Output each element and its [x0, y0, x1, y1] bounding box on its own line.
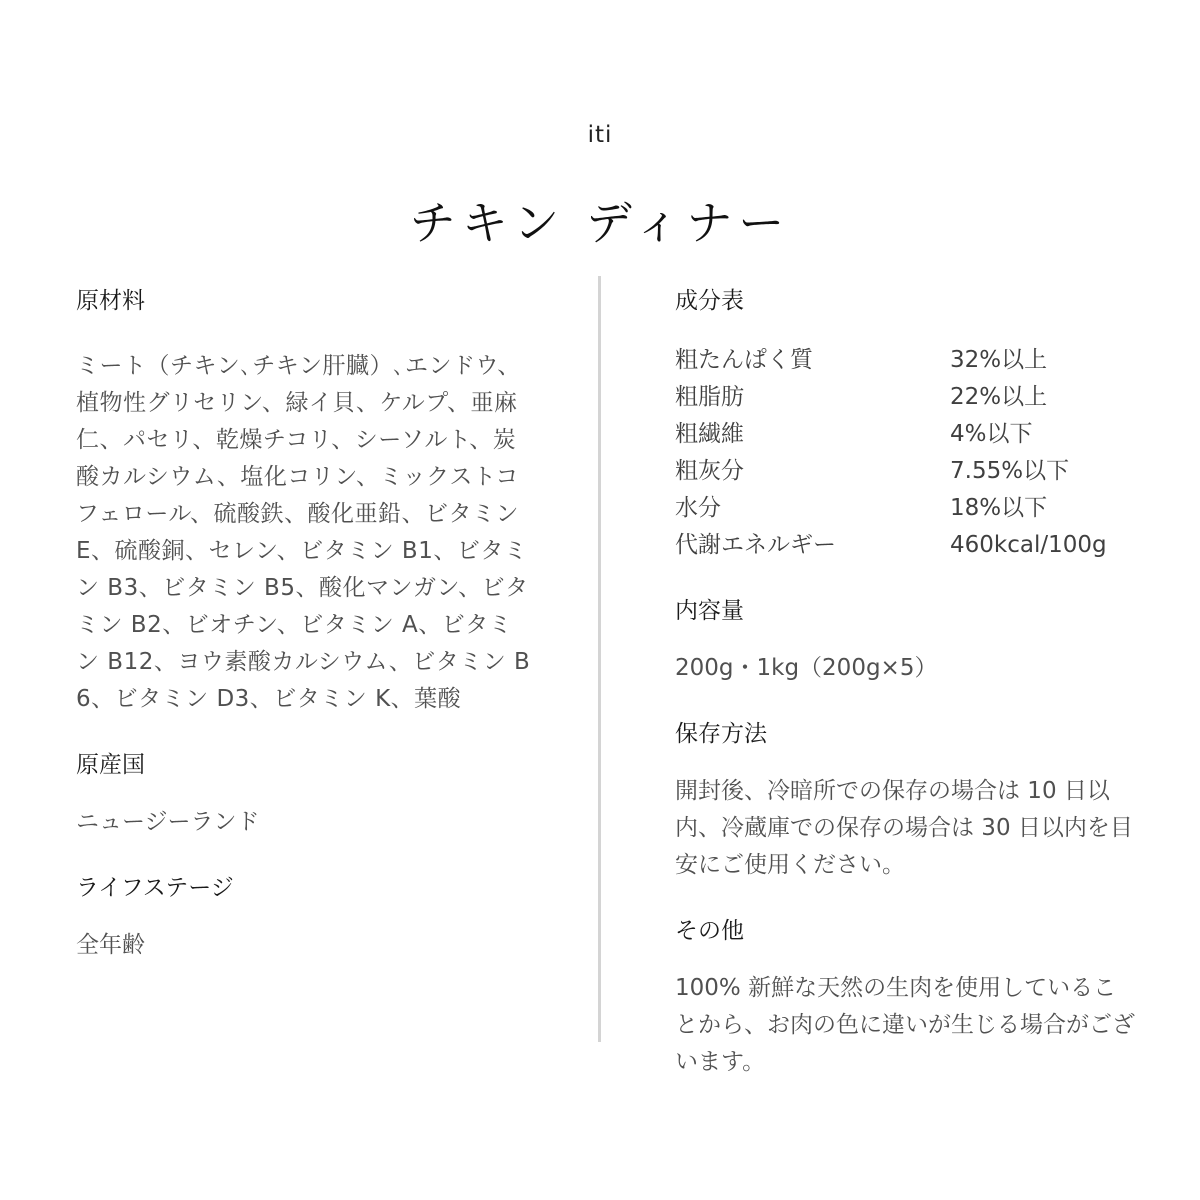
nutrition-row-protein — [675, 342, 1135, 379]
nutrition-value: 22%以上 — [950, 384, 1048, 410]
brand-name: iti — [587, 122, 613, 148]
nutrition-value: 460kcal/100g — [950, 532, 1107, 558]
origin-heading: 原産国 — [76, 752, 145, 778]
nutrition-row-ash — [675, 453, 1135, 490]
nutrition-name: 粗灰分 — [675, 458, 744, 484]
contents-text: 200g・1kg（200g×5） — [675, 655, 938, 681]
life-stage-heading: ライフステージ — [76, 875, 234, 901]
left-column — [76, 280, 536, 964]
nutrition-row-moisture — [675, 490, 1135, 527]
nutrition-name: 粗たんぱく質 — [675, 347, 813, 373]
contents-heading: 内容量 — [675, 598, 744, 624]
ingredients-text: ミート（チキン､チキン肝臓）､エンドウ、植物性グリセリン、緑イ貝、ケルプ、亜麻仁、パセリ、乾燥チコリ、シーソルト、炭酸カルシウム、塩化コリン、ミックストコフェロール、硫酸鉄、酸化亜鉛、ビタミン E、硫酸銅、セレン、ビタミン B1、ビタミン B3、ビタミン B5、酸化マンガン、ビタミン B2、ビオチン、ビタミン A、ビタミン B12、ヨウ素酸カルシウム、ビタミン B6、ビタミン D3、ビタミン K、葉酸 — [76, 353, 531, 712]
nutrition-row-energy — [675, 527, 1135, 564]
nutrition-value: 32%以上 — [950, 347, 1048, 373]
nutrition-name: 水分 — [675, 495, 721, 521]
column-divider — [598, 276, 601, 1042]
nutrition-row-fiber — [675, 416, 1135, 453]
nutrition-name: 粗脂肪 — [675, 384, 744, 410]
nutrition-row-fat — [675, 379, 1135, 416]
right-column — [675, 280, 1135, 1081]
storage-text: 開封後、冷暗所での保存の場合は 10 日以内、冷蔵庫での保存の場合は 30 日以内を目安にご使用ください。 — [675, 778, 1133, 878]
other-heading: その他 — [675, 918, 744, 944]
nutrition-name: 代謝エネルギー — [675, 532, 836, 558]
other-text: 100% 新鮮な天然の生肉を使用していることから、お肉の色に違いが生じる場合がございます。 — [675, 975, 1135, 1075]
nutrition-value: 4%以下 — [950, 421, 1033, 447]
product-title: チキン ディナー — [409, 195, 791, 250]
life-stage-text: 全年齢 — [76, 932, 145, 958]
origin-text: ニュージーランド — [76, 809, 260, 835]
storage-heading: 保存方法 — [675, 721, 767, 747]
ingredients-heading: 原材料 — [76, 288, 145, 314]
nutrition-table — [675, 342, 1135, 564]
nutrition-name: 粗繊維 — [675, 421, 744, 447]
nutrition-value: 7.55%以下 — [950, 458, 1070, 484]
analysis-heading: 成分表 — [675, 288, 744, 314]
nutrition-value: 18%以下 — [950, 495, 1048, 521]
